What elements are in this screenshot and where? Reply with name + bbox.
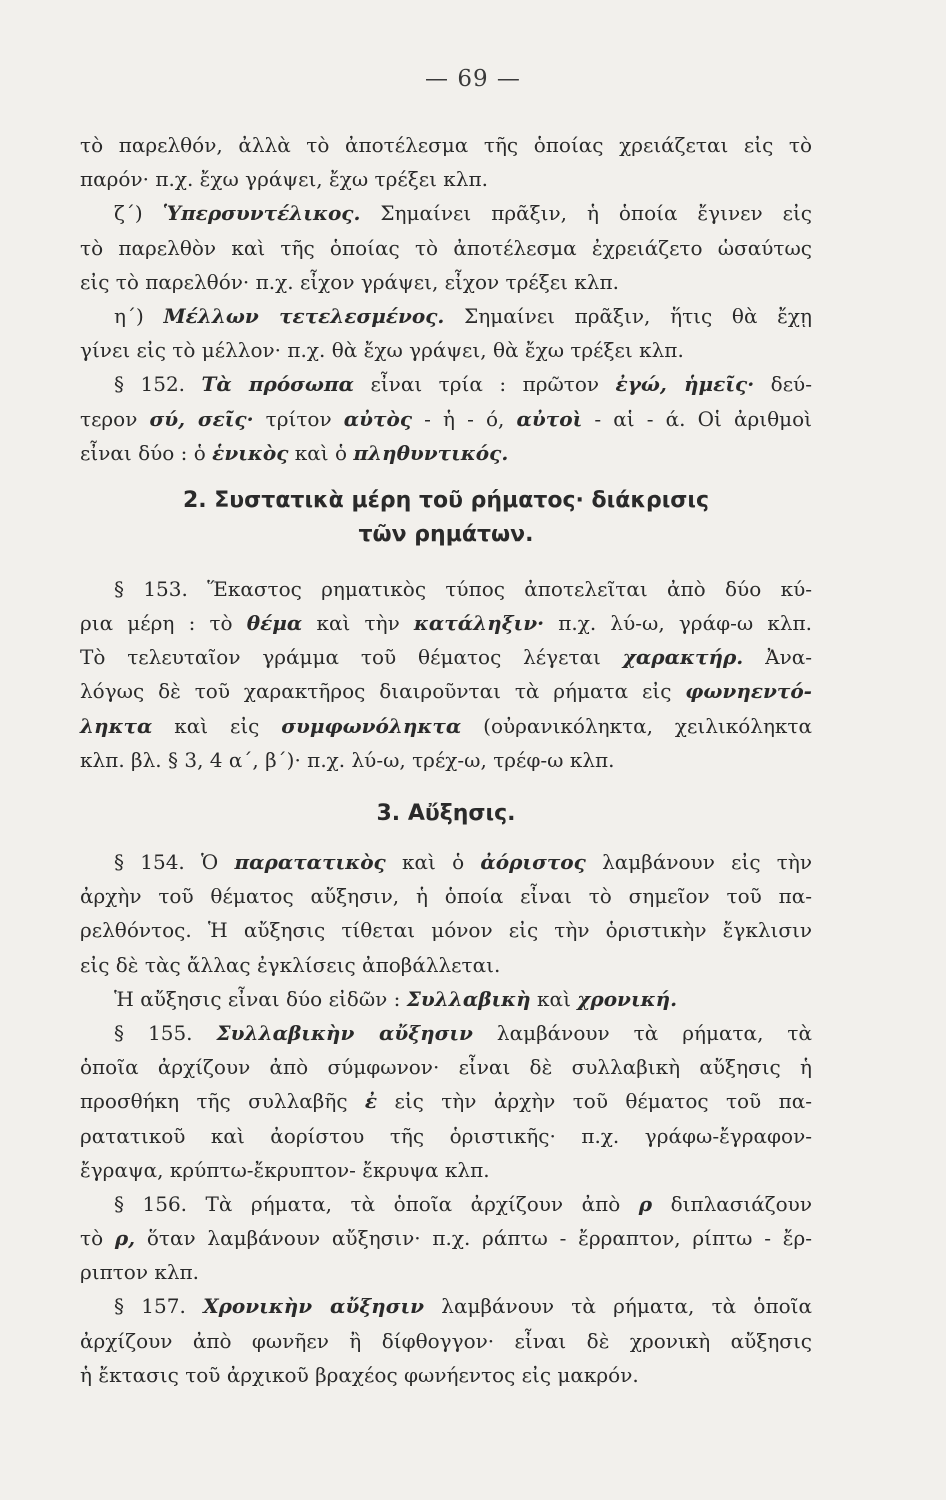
text-line: § 156. Τὰ ρήματα, τὰ ὁποῖα ἀρχίζουν ἀπὸ ρ διπλασιάζουν (114, 1191, 812, 1216)
text-line: ρατατικοῦ καὶ ἀορίστου τῆς ὁριστικῆς· π.χ. γράφω-ἔγραφον- (80, 1123, 812, 1148)
text-line: ἡ ἔκτασις τοῦ ἀρχικοῦ βραχέος φωνήεντος εἰς μακρόν. (80, 1362, 639, 1387)
term-e: ἐ (364, 1089, 378, 1114)
section-heading: 3. Αὔξησις. (376, 801, 516, 826)
term-paratatikos: παρατατικὸς (234, 850, 386, 874)
text-line: τὸ παρελθὸν καὶ τῆς ὁποίας τὸ ἀποτέλεσμα ἐχρειάζετο ὡσαύτως (80, 235, 812, 260)
text-line: ζ΄) Ὑπερσυντέλικος. Σημαίνει πρᾶξιν, ἡ ὁποία ἔγινεν εἰς (114, 201, 813, 226)
term-syllaviki: Συλλαβικὴ (406, 986, 531, 1011)
text-line: ἔγραψα, κρύπτω-ἔκρυπτον- ἔκρυψα κλπ. (80, 1157, 490, 1182)
term-chroniki: χρονική. (577, 986, 678, 1011)
term-prosopa: Τὰ πρόσωπα (201, 372, 354, 397)
text-line: Ἡ αὔξησις εἶναι δύο εἰδῶν : Συλλαβικὴ καὶ χρονική. (114, 986, 678, 1011)
text-line: ἀρχίζουν ἀπὸ φωνῆεν ἢ δίφθογγον· εἶναι δὲ χρονικὴ αὔξησις (80, 1328, 812, 1353)
term-rho: ρ (638, 1191, 653, 1216)
text-line: Τὸ τελευταῖον γράμμα τοῦ θέματος λέγεται χαρακτήρ. Ἀνα- (80, 645, 812, 670)
term-kataliksin: κατάληξιν· (413, 611, 545, 636)
text-line: εἰς τὸ παρελθόν· π.χ. εἶχον γράψει, εἶχον τρέξει κλπ. (80, 269, 619, 294)
text-line: προσθήκη τῆς συλλαβῆς ἐ εἰς τὴν ἀρχὴν τοῦ θέματος τοῦ πα- (80, 1089, 812, 1114)
term-enikos: ἑνικὸς (212, 440, 289, 465)
text-line: τερον σύ, σεῖς· τρίτον αὐτὸς - ἡ - ό, αὐτοὶ - αἱ - ά. Οἱ ἀριθμοὶ (80, 406, 812, 431)
term-plithyntikos: πληθυντικός. (353, 440, 509, 465)
text-line: § 157. Χρονικὴν αὔξησιν λαμβάνουν τὰ ρήματα, τὰ ὁποῖα (114, 1294, 812, 1319)
term-chronikin-afxisin: Χρονικὴν αὔξησιν (203, 1294, 425, 1319)
term-likta: ληκτα (80, 713, 153, 738)
text-line: § 153. Ἕκαστος ρηματικὸς τύπος ἀποτελεῖται ἀπὸ δύο κύ- (114, 576, 812, 601)
text-line: εἰς δὲ τὰς ἄλλας ἐγκλίσεις ἀποβάλλεται. (80, 952, 501, 977)
term-mellon-tetelesmenos: Μέλλων τετελεσμένος. (163, 303, 445, 328)
text-line: ριπτον κλπ. (80, 1260, 200, 1285)
term-rho-2: ρ, (114, 1226, 136, 1251)
text-line: η΄) Μέλλων τετελεσμένος. Σημαίνει πρᾶξιν, ἥτις θὰ ἔχῃ (114, 303, 812, 328)
term-hypersyntelikos: Ὑπερσυντέλικος. (162, 201, 361, 226)
term-aoristos: ἀόριστος (480, 850, 586, 874)
section-heading: 2. Συστατικὰ μέρη τοῦ ρήματος· διάκρισις (182, 487, 710, 513)
page-number: — 69 — (425, 66, 521, 92)
text-line: παρόν· π.χ. ἔχω γράψει, ἔχω τρέξει κλπ. (80, 167, 488, 192)
text-line: § 152. Τὰ πρόσωπα εἶναι τρία : πρῶτον ἐγώ, ἡμεῖς· δεύ- (114, 372, 812, 397)
term-aftos: αὐτὸς (343, 406, 412, 431)
term-foniento: φωνηεντό- (685, 679, 812, 704)
text-line: τὸ παρελθόν, ἀλλὰ τὸ ἀποτέλεσμα τῆς ὁποίας χρειάζεται εἰς τὸ (80, 133, 812, 157)
term-syllavikin-afxisin: Συλλαβικὴν αὔξησιν (216, 1020, 473, 1045)
text-line: § 155. Συλλαβικὴν αὔξησιν λαμβάνουν τὰ ρήματα, τὰ (114, 1020, 812, 1045)
text-line: ἀρχὴν τοῦ θέματος αὔξησιν, ἡ ὁποία εἶναι τὸ σημεῖον τοῦ πα- (80, 884, 812, 909)
text-line: τὸ ρ, ὅταν λαμβάνουν αὔξησιν· π.χ. ράπτω - ἔρραπτον, ρίπτω - ἔρ- (80, 1226, 812, 1251)
text-line: γίνει εἰς τὸ μέλλον· π.χ. θὰ ἔχω γράψει, θὰ ἔχω τρέξει κλπ. (80, 338, 684, 363)
text-line: εἶναι δύο : ὁ ἑνικὸς καὶ ὁ πληθυντικός. (80, 440, 509, 465)
text-line: ρελθόντος. Ἡ αὔξησις τίθεται μόνον εἰς τὴν ὁριστικὴν ἔγκλισιν (80, 918, 812, 943)
text-line: λόγως δὲ τοῦ χαρακτῆρος διαιροῦνται τὰ ρήματα εἰς φωνηεντό- (80, 679, 812, 704)
term-ego-imeis: ἐγώ, ἡμεῖς· (615, 372, 755, 397)
text-line: ρια μέρη : τὸ θέμα καὶ τὴν κατάληξιν· π.χ. λύ-ω, γράφ-ω κλπ. (80, 611, 813, 636)
term-sy-seis: σύ, σεῖς· (149, 406, 254, 431)
section-heading-continued: τῶν ρημάτων. (358, 521, 534, 547)
text-line: ὁποῖα ἀρχίζουν ἀπὸ σύμφωνον· εἶναι δὲ συλλαβικὴ αὔξησις ἡ (80, 1055, 812, 1080)
text-line: § 154. Ὁ παρατατικὸς καὶ ὁ ἀόριστος λαμβάνουν εἰς τὴν (114, 850, 812, 874)
term-symfonolikta: συμφωνόληκτα (281, 713, 462, 738)
page-body (80, 128, 812, 1392)
term-aftoi: αὐτοὶ (516, 406, 583, 431)
term-charaktir: χαρακτήρ. (622, 645, 744, 670)
term-thema: θέμα (246, 611, 303, 636)
text-line: ληκτα καὶ εἰς συμφωνόληκτα (οὐρανικόληκτα, χειλικόληκτα (80, 713, 813, 738)
text-line: κλπ. βλ. § 3, 4 α΄, β΄)· π.χ. λύ-ω, τρέχ-ω, τρέφ-ω κλπ. (80, 747, 615, 772)
